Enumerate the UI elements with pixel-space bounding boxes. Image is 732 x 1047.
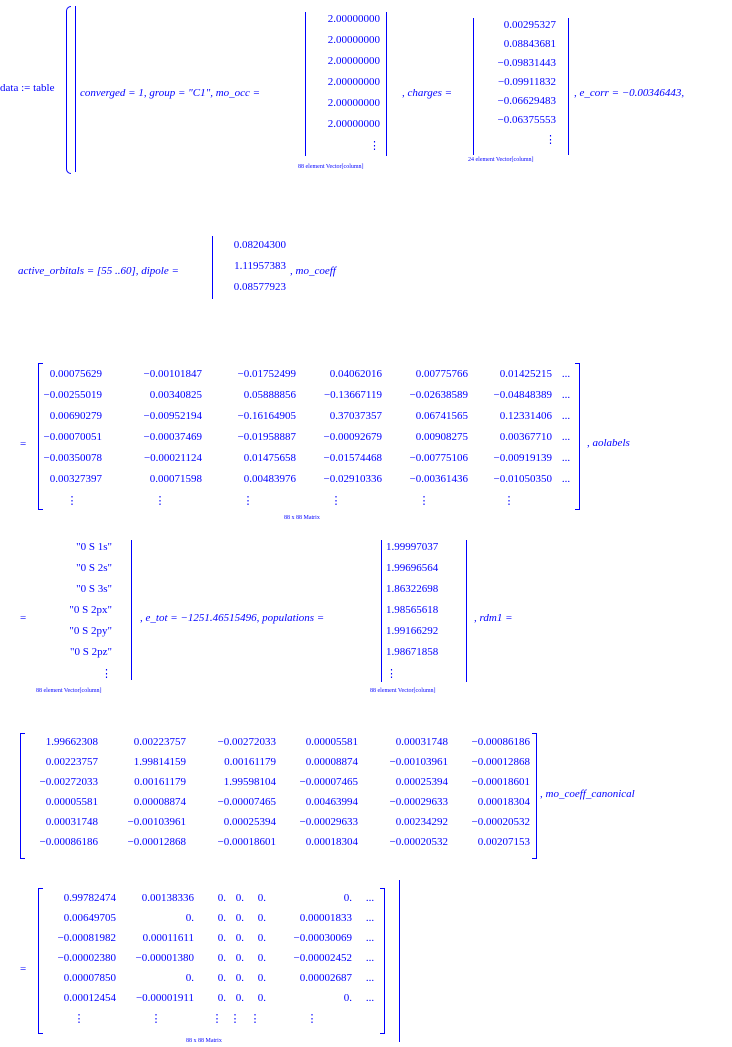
matrix-cell: 0.: [217, 892, 226, 904]
vector-entry: 2.00000000: [327, 13, 380, 25]
matrix-cell: 0.00008874: [305, 756, 358, 768]
vector-entry: −0.09831443: [497, 57, 556, 69]
vector-entry: −0.06375553: [497, 114, 556, 126]
matrix-cell: 0.: [235, 992, 244, 1004]
vector-entry: ⋮: [386, 668, 397, 680]
matrix-cell: −0.00018601: [217, 836, 276, 848]
matrix-cell: ...: [365, 972, 375, 984]
matrix-cell: ...: [561, 389, 571, 401]
matrix-cell: −0.00021124: [143, 452, 202, 464]
matrix-cell: −0.00002452: [293, 952, 352, 964]
matrix-cell: 0.: [217, 932, 226, 944]
vector-entry: ⋮: [369, 140, 380, 152]
matrix-cell: ⋮: [306, 1013, 318, 1025]
matrix-cell: −0.00029633: [299, 816, 358, 828]
matrix-cell: 0.: [343, 992, 352, 1004]
matrix-cell: ...: [365, 952, 375, 964]
mo-occ-caption: 88 element Vector[column]: [298, 164, 364, 170]
vector-entry: 2.00000000: [327, 118, 380, 130]
matrix-cell: −0.00919139: [493, 452, 552, 464]
matrix-cell: 0.00001833: [299, 912, 352, 924]
table-close-bracket: [395, 880, 400, 1042]
vector-entry: "0 S 2px": [69, 604, 112, 616]
e-tot-populations-expr: , e_tot = −1251.46515496, populations =: [140, 612, 325, 624]
mo-coeff-bracket-right: [575, 363, 580, 510]
vector-entry: "0 S 3s": [76, 583, 112, 595]
matrix-cell: 0.99782474: [63, 892, 116, 904]
matrix-cell: −0.01574468: [323, 452, 382, 464]
matrix-cell: ⋮: [242, 495, 254, 507]
data-assignment: data := table: [0, 82, 55, 94]
vector-entry: "0 S 1s": [76, 541, 112, 553]
matrix-cell: −0.00272033: [39, 776, 98, 788]
matrix-cell: −0.00037469: [143, 431, 202, 443]
vector-entry: 0.00295327: [503, 19, 556, 31]
table-left-bracket: [75, 6, 76, 172]
canonical-bracket-right: [380, 888, 385, 1034]
mo-coeff-canonical-label: , mo_coeff_canonical: [540, 788, 635, 800]
matrix-cell: −0.00081982: [57, 932, 116, 944]
matrix-cell: 0.00223757: [45, 756, 98, 768]
charges-bracket-right: [564, 18, 569, 155]
matrix-cell: 0.00649705: [63, 912, 116, 924]
populations-bracket-left: [381, 540, 382, 682]
matrix-cell: ...: [561, 473, 571, 485]
vector-entry: 1.99166292: [386, 625, 439, 637]
vector-entry: 0.08577923: [233, 281, 286, 293]
matrix-cell: −0.00361436: [409, 473, 468, 485]
matrix-cell: 0.01475658: [243, 452, 296, 464]
matrix-cell: 0.: [257, 952, 266, 964]
matrix-cell: 0.00008874: [133, 796, 186, 808]
matrix-cell: 0.: [217, 912, 226, 924]
matrix-cell: ...: [365, 992, 375, 1004]
matrix-cell: −0.00350078: [43, 452, 102, 464]
populations-bracket-right: [462, 540, 467, 682]
matrix-cell: −0.04848389: [493, 389, 552, 401]
matrix-cell: ...: [561, 410, 571, 422]
matrix-cell: 0.00002687: [299, 972, 352, 984]
matrix-cell: −0.00086186: [471, 736, 530, 748]
matrix-cell: 0.00005581: [45, 796, 98, 808]
matrix-cell: −0.00029633: [389, 796, 448, 808]
matrix-cell: 0.01425215: [499, 368, 552, 380]
matrix-cell: −0.00103961: [127, 816, 186, 828]
matrix-cell: −0.00255019: [43, 389, 102, 401]
matrix-cell: ...: [365, 932, 375, 944]
matrix-cell: 0.00018304: [305, 836, 358, 848]
matrix-cell: −0.00070051: [43, 431, 102, 443]
aolabels-caption: 88 element Vector[column]: [36, 688, 102, 694]
equals-sign: =: [20, 963, 27, 975]
canonical-caption: 88 x 88 Matrix: [186, 1038, 222, 1044]
matrix-cell: 0.00463994: [305, 796, 358, 808]
matrix-cell: 0.: [235, 952, 244, 964]
matrix-cell: −0.00012868: [471, 756, 530, 768]
matrix-cell: 0.: [185, 972, 194, 984]
mo-occ-bracket-right: [382, 12, 387, 156]
vector-entry: 1.11957383: [234, 260, 286, 272]
matrix-cell: −0.00030069: [293, 932, 352, 944]
vector-entry: 1.99696564: [386, 562, 439, 574]
matrix-cell: −0.13667119: [323, 389, 382, 401]
rdm1-bracket-right: [532, 733, 537, 859]
matrix-cell: −0.01050350: [493, 473, 552, 485]
matrix-cell: 0.: [235, 912, 244, 924]
active-orbitals-expr: active_orbitals = [55 ..60], dipole =: [18, 265, 179, 277]
matrix-cell: 0.00018304: [477, 796, 530, 808]
matrix-cell: 0.: [257, 992, 266, 1004]
matrix-cell: 0.: [217, 952, 226, 964]
charges-bracket-left: [473, 18, 474, 155]
matrix-cell: 0.00340825: [149, 389, 202, 401]
matrix-cell: 0.: [217, 992, 226, 1004]
vector-entry: 2.00000000: [327, 34, 380, 46]
vector-entry: 1.99997037: [386, 541, 439, 553]
matrix-cell: ⋮: [73, 1013, 85, 1025]
matrix-cell: ⋮: [503, 495, 515, 507]
matrix-cell: 0.: [343, 892, 352, 904]
matrix-cell: 0.: [257, 912, 266, 924]
matrix-cell: ⋮: [330, 495, 342, 507]
matrix-cell: −0.02910336: [323, 473, 382, 485]
aolabels-label: , aolabels: [587, 437, 630, 449]
matrix-cell: −0.00012868: [127, 836, 186, 848]
vector-entry: 2.00000000: [327, 97, 380, 109]
table-open-paren: [66, 6, 71, 174]
matrix-cell: 0.00207153: [477, 836, 530, 848]
mo-coeff-label: , mo_coeff: [290, 265, 336, 277]
matrix-cell: −0.00018601: [471, 776, 530, 788]
vector-entry: ⋮: [101, 668, 112, 680]
matrix-cell: ⋮: [150, 1013, 162, 1025]
matrix-cell: −0.00001380: [135, 952, 194, 964]
matrix-cell: ⋮: [249, 1013, 261, 1025]
matrix-cell: 0.06741565: [415, 410, 468, 422]
matrix-cell: 1.99662308: [45, 736, 98, 748]
matrix-cell: 0.: [257, 892, 266, 904]
matrix-cell: ...: [561, 368, 571, 380]
matrix-cell: 0.00234292: [395, 816, 448, 828]
vector-entry: "0 S 2py": [69, 625, 112, 637]
matrix-cell: −0.01752499: [237, 368, 296, 380]
matrix-cell: −0.00952194: [143, 410, 202, 422]
vector-entry: 0.08204300: [233, 239, 286, 251]
equals-sign: =: [20, 438, 27, 450]
charges-label: , charges =: [402, 87, 453, 99]
vector-entry: 2.00000000: [327, 55, 380, 67]
matrix-cell: −0.00101847: [143, 368, 202, 380]
vector-entry: 1.98565618: [386, 604, 439, 616]
matrix-cell: 0.12331406: [499, 410, 552, 422]
matrix-cell: −0.00001911: [135, 992, 194, 1004]
matrix-cell: ...: [365, 892, 375, 904]
matrix-cell: 0.00327397: [49, 473, 102, 485]
matrix-cell: −0.00020532: [389, 836, 448, 848]
vector-entry: "0 S 2s": [76, 562, 112, 574]
vector-entry: 0.08843681: [503, 38, 556, 50]
matrix-cell: 0.00367710: [499, 431, 552, 443]
matrix-cell: 0.: [257, 972, 266, 984]
matrix-cell: 0.05888856: [243, 389, 296, 401]
matrix-cell: 0.00161179: [134, 776, 186, 788]
matrix-cell: 0.00025394: [223, 816, 276, 828]
rdm1-bracket-left: [20, 733, 25, 859]
matrix-cell: −0.01958887: [237, 431, 296, 443]
vector-entry: 1.98671858: [386, 646, 439, 658]
vector-entry: 2.00000000: [327, 76, 380, 88]
matrix-cell: 0.: [257, 932, 266, 944]
matrix-cell: ...: [365, 912, 375, 924]
matrix-cell: 0.00011611: [142, 932, 194, 944]
mo-coeff-caption: 88 x 88 Matrix: [284, 515, 320, 521]
e-corr-expr: , e_corr = −0.00346443,: [574, 87, 685, 99]
matrix-cell: 0.00138336: [141, 892, 194, 904]
matrix-cell: −0.16164905: [237, 410, 296, 422]
matrix-cell: −0.00272033: [217, 736, 276, 748]
matrix-cell: 0.00007850: [63, 972, 116, 984]
matrix-cell: −0.00002380: [57, 952, 116, 964]
matrix-cell: −0.00086186: [39, 836, 98, 848]
vector-entry: ⋮: [545, 134, 556, 146]
matrix-cell: −0.02638589: [409, 389, 468, 401]
matrix-cell: −0.00007465: [217, 796, 276, 808]
matrix-cell: 0.00690279: [49, 410, 102, 422]
matrix-cell: ⋮: [229, 1013, 241, 1025]
mo-occ-bracket-left: [305, 12, 306, 156]
matrix-cell: 0.: [185, 912, 194, 924]
aolabels-bracket-right: [127, 540, 132, 680]
matrix-cell: −0.00775106: [409, 452, 468, 464]
vector-entry: 1.86322698: [386, 583, 439, 595]
matrix-cell: 0.00071598: [149, 473, 202, 485]
matrix-cell: 0.00025394: [395, 776, 448, 788]
matrix-cell: −0.00020532: [471, 816, 530, 828]
matrix-cell: ...: [561, 452, 571, 464]
matrix-cell: 0.37037357: [329, 410, 382, 422]
vector-entry: "0 S 2pz": [70, 646, 112, 658]
matrix-cell: 0.04062016: [329, 368, 382, 380]
matrix-cell: 1.99598104: [223, 776, 276, 788]
matrix-cell: 0.: [235, 932, 244, 944]
matrix-cell: 1.99814159: [133, 756, 186, 768]
matrix-cell: 0.00161179: [224, 756, 276, 768]
equals-sign: =: [20, 612, 27, 624]
matrix-cell: 0.00005581: [305, 736, 358, 748]
matrix-cell: −0.00092679: [323, 431, 382, 443]
matrix-cell: ⋮: [418, 495, 430, 507]
vector-entry: −0.09911832: [497, 76, 556, 88]
matrix-cell: 0.00012454: [63, 992, 116, 1004]
matrix-cell: 0.: [235, 972, 244, 984]
matrix-cell: −0.00007465: [299, 776, 358, 788]
matrix-cell: 0.: [235, 892, 244, 904]
matrix-cell: 0.: [217, 972, 226, 984]
matrix-cell: −0.00103961: [389, 756, 448, 768]
matrix-cell: 0.00908275: [415, 431, 468, 443]
vector-entry: −0.06629483: [497, 95, 556, 107]
matrix-cell: ⋮: [66, 495, 78, 507]
matrix-cell: 0.00775766: [415, 368, 468, 380]
matrix-cell: 0.00031748: [395, 736, 448, 748]
matrix-cell: ⋮: [211, 1013, 223, 1025]
rdm1-label: , rdm1 =: [474, 612, 513, 624]
matrix-cell: 0.00031748: [45, 816, 98, 828]
populations-caption: 88 element Vector[column]: [370, 688, 436, 694]
converged-group-expr: converged = 1, group = "C1", mo_occ =: [80, 87, 261, 99]
matrix-cell: 0.00223757: [133, 736, 186, 748]
matrix-cell: ...: [561, 431, 571, 443]
charges-caption: 24 element Vector[column]: [468, 157, 534, 163]
matrix-cell: 0.00483976: [243, 473, 296, 485]
dipole-bracket-left: [212, 236, 213, 299]
matrix-cell: ⋮: [154, 495, 166, 507]
matrix-cell: 0.00075629: [49, 368, 102, 380]
